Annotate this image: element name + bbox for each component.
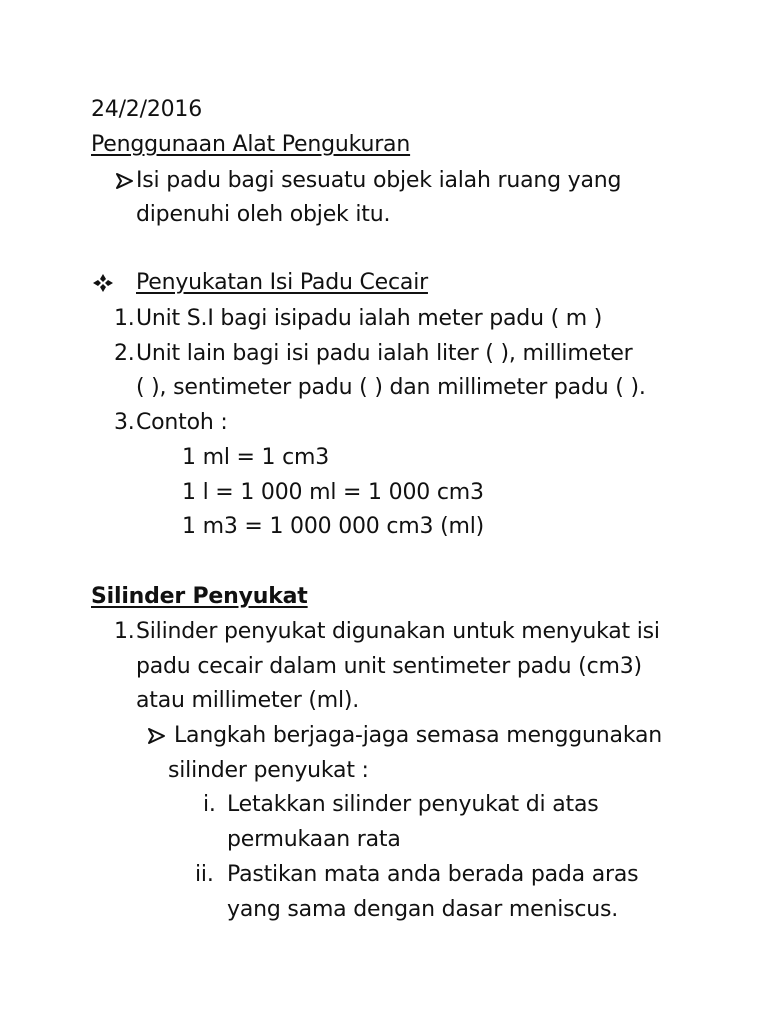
step-text: Letakkan silinder penyukat di atas [227,792,599,817]
section-heading-cylinder: Silinder Penyukat [91,584,308,609]
example-line: 1 l = 1 000 ml = 1 000 cm3 [182,480,484,505]
list-item-text: padu cecair dalam unit sentimeter padu (cm3) [136,654,642,679]
date: 24/2/2016 [91,97,203,122]
list-item-text: Unit S.I bagi isipadu ialah meter padu ( m ) [136,306,603,331]
list-marker: i. [203,792,216,817]
arrow-bullet-icon [146,721,168,751]
precaution-text-line-1: Langkah berjaga-jaga semasa menggunakan [174,723,663,748]
list-marker: 1. [114,619,135,644]
list-marker: 2. [114,341,135,366]
page-title: Penggunaan Alat Pengukuran [91,132,411,157]
precaution-text-line-2: silinder penyukat : [168,758,369,783]
intro-text-line-1: Isi padu bagi sesuatu objek ialah ruang yang [136,168,622,193]
step-text: yang sama dengan dasar meniscus. [227,897,619,922]
diamond-bullet-icon [91,268,115,307]
list-marker: ii. [195,862,214,887]
step-text: Pastikan mata anda berada pada aras [227,862,639,887]
arrow-bullet-icon [114,166,136,196]
list-item-text: atau millimeter (ml). [136,688,360,713]
list-item-text: Silinder penyukat digunakan untuk menyukat isi [136,619,660,644]
example-line: 1 ml = 1 cm3 [182,445,330,470]
section-heading-volume: Penyukatan Isi Padu Cecair [136,270,428,295]
list-item-text: ( ), sentimeter padu ( ) dan millimeter padu ( ). [136,375,646,400]
list-marker: 1. [114,306,135,331]
list-item-text: Contoh : [136,410,228,435]
example-line: 1 m3 = 1 000 000 cm3 (ml) [182,514,485,539]
list-marker: 3. [114,410,135,435]
list-item-text: Unit lain bagi isi padu ialah liter ( ), millimeter [136,341,633,366]
intro-text-line-2: dipenuhi oleh objek itu. [136,202,391,227]
step-text: permukaan rata [227,827,401,852]
